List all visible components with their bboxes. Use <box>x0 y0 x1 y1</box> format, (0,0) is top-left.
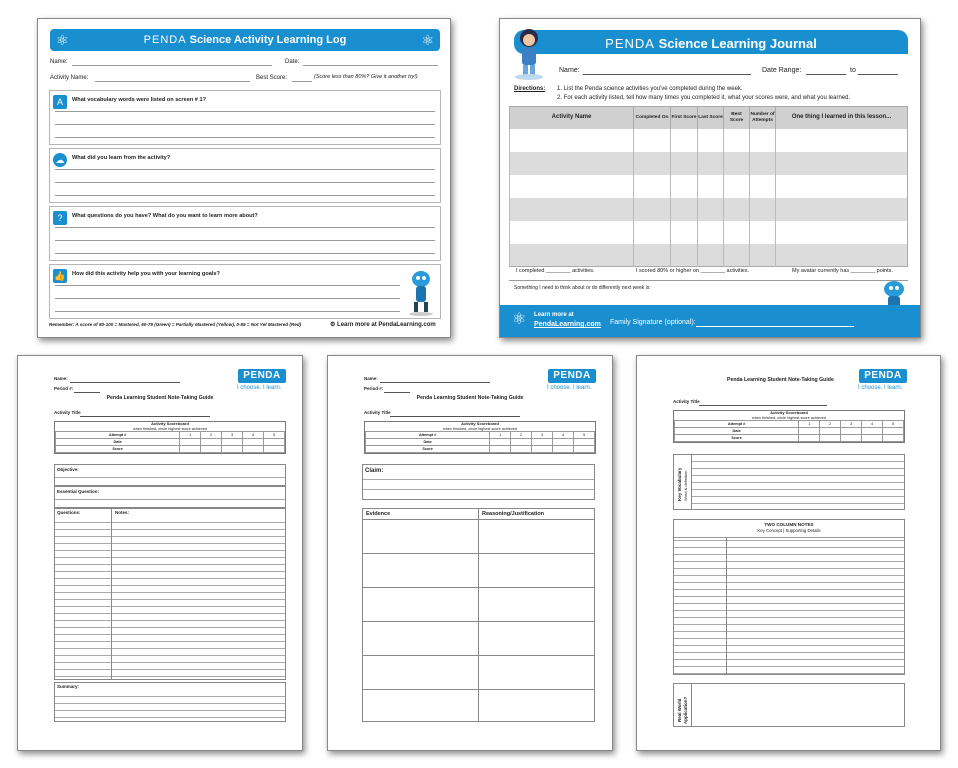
essential-question-box <box>54 486 286 508</box>
attempt-number: 4 <box>553 432 574 439</box>
attempt-label: Attempt # <box>675 421 799 428</box>
col-first-score: First Score <box>671 107 698 129</box>
guide-title: Penda Learning Student Note-Taking Guide <box>106 395 214 401</box>
col-best-score: Best Score <box>724 107 750 129</box>
note-taking-guide-sheet <box>17 355 303 751</box>
key-vocabulary-sublabel: Word & definition <box>683 470 688 501</box>
activity-name-label: Activity Name: <box>50 75 89 81</box>
essential-question-label: Essential Question: <box>57 489 100 494</box>
journal-table <box>509 106 908 267</box>
attempt-number: 3 <box>222 432 243 439</box>
date-range-label: Date Range: <box>762 67 802 74</box>
table-row <box>510 198 908 221</box>
scoreboard-subtitle: when finished, circle highest score achieved <box>751 415 827 420</box>
log-question-section <box>49 264 441 319</box>
two-column-subtitle: Key Concept | Supporting Details <box>757 528 821 533</box>
table-row <box>510 244 908 267</box>
evidence-label: Evidence <box>366 511 391 517</box>
score-label: Score <box>56 446 180 453</box>
score-label: Score <box>675 435 799 442</box>
learn-more-label: Learn more at <box>534 312 574 318</box>
table-row <box>510 221 908 244</box>
questions-notes-box <box>54 508 286 680</box>
attempt-label: Attempt # <box>366 432 490 439</box>
date-label: Date <box>675 428 799 435</box>
activity-learning-log-sheet <box>37 18 451 338</box>
two-column-title: TWO COLUMN NOTES <box>764 522 814 527</box>
activity-title-label: Activity Title <box>54 410 81 415</box>
period-label: Period #: <box>54 386 74 391</box>
scoreboard-title: Activity Scoreboard <box>151 421 189 426</box>
name-label: Name: <box>54 376 68 381</box>
score-label: Score <box>366 446 490 453</box>
vocabulary-icon: A <box>53 95 67 109</box>
tagline: I choose. I learn. <box>858 385 903 391</box>
attempt-number: 1 <box>490 432 511 439</box>
penda-link[interactable]: PendaLearning.com <box>534 321 601 328</box>
scoreboard-subtitle: when finished, circle highest score achieved <box>132 426 208 431</box>
remember-note: Remember: A score of 80-100 = Mastered, 60-79 (Green) = Partially Mastered (Yellow), 0-59 = Not Yet Mastered (Red) <box>49 322 302 327</box>
col-attempts: Number of Attempts <box>750 107 776 129</box>
log-brand: PENDA <box>143 34 187 46</box>
key-vocabulary-box <box>673 454 905 510</box>
scoreboard-title: Activity Scoreboard <box>770 410 808 415</box>
family-signature-label: Family Signature (optional): <box>610 319 696 326</box>
journal-name-label: Name: <box>559 67 580 74</box>
best-score-label: Best Score: <box>256 75 288 81</box>
attempt-number: 1 <box>180 432 201 439</box>
activity-title-label: Activity Title <box>364 410 391 415</box>
col-completed-on: Completed On <box>634 107 671 129</box>
journal-title: Science Learning Journal <box>658 36 817 51</box>
learn-more-link[interactable]: ⚙ Learn more at PendaLearning.com <box>330 322 436 328</box>
attempt-number: 4 <box>862 421 883 428</box>
attempt-label: Attempt # <box>56 432 180 439</box>
girl-avatar-icon <box>513 25 545 81</box>
summary-box <box>54 682 286 722</box>
score-hint: (Score less than 80%? Give it another try!) <box>314 74 418 80</box>
notes-label: Notes: <box>115 510 130 515</box>
key-vocabulary-label: Key Vocabulary <box>677 467 682 501</box>
log-question: What did you learn from the activity? <box>72 155 171 161</box>
atom-icon: ⚛ <box>421 32 434 48</box>
date-label: Date <box>366 439 490 446</box>
attempt-number: 2 <box>820 421 841 428</box>
log-question: What questions do you have? What do you want to learn more about? <box>72 213 258 219</box>
real-world-box <box>673 683 905 727</box>
avatar-points-label: My avatar currently has ________ points. <box>792 268 893 274</box>
log-question: What vocabulary words were listed on screen # 1? <box>72 97 206 103</box>
log-question-section <box>49 148 441 203</box>
log-question-section <box>49 206 441 261</box>
claim-box <box>362 464 595 500</box>
guide-title: Penda Learning Student Note-Taking Guide <box>727 377 834 383</box>
direction-1: 1. List the Penda science activities you've completed during the week. <box>557 86 743 92</box>
attempt-number: 5 <box>574 432 595 439</box>
objective-box <box>54 464 286 486</box>
to-label: to <box>850 67 856 74</box>
science-learning-journal-sheet <box>499 18 921 338</box>
thumbs-up-icon: 👍 <box>54 271 66 281</box>
col-activity-name: Activity Name <box>510 107 634 129</box>
evidence-reasoning-box <box>362 508 595 722</box>
tagline: I choose. I learn. <box>547 385 592 391</box>
penda-logo: PENDA <box>548 369 596 383</box>
objective-label: Objective: <box>57 467 79 472</box>
real-world-label: Real World <box>677 698 682 722</box>
col-one-thing: One thing I learned in this lesson... <box>776 107 908 129</box>
journal-brand: PENDA <box>605 36 655 51</box>
directions-label: Directions: <box>514 86 546 92</box>
date-label: Date <box>56 439 180 446</box>
claim-evidence-guide-sheet <box>327 355 613 751</box>
activity-title-label: Activity Title <box>673 399 700 404</box>
atom-icon: ⚛ <box>56 32 69 48</box>
name-label: Name: <box>50 59 68 65</box>
attempt-number: 2 <box>201 432 222 439</box>
two-column-notes-box <box>673 519 905 675</box>
log-title: Science Activity Learning Log <box>189 34 347 46</box>
scoreboard-subtitle: when finished, circle highest score achieved <box>442 426 518 431</box>
scoreboard-title: Activity Scoreboard <box>461 421 499 426</box>
period-label: Period #: <box>364 386 384 391</box>
brain-icon: ☁ <box>53 153 67 167</box>
attempt-number: 5 <box>883 421 904 428</box>
next-week-label: Something I need to think about or do differently next week is: <box>514 285 651 291</box>
name-label: Name: <box>364 376 378 381</box>
activity-scoreboard <box>54 421 286 454</box>
table-row <box>510 152 908 175</box>
activity-scoreboard <box>364 421 596 454</box>
scored-count-label: I scored 80% or higher on ________ activities. <box>636 268 750 274</box>
atom-icon: ⚛ <box>512 311 527 328</box>
attempt-number: 5 <box>264 432 285 439</box>
summary-label: Summary: <box>57 684 80 689</box>
col-last-score: Last Score <box>698 107 724 129</box>
attempt-number: 4 <box>243 432 264 439</box>
guide-title: Penda Learning Student Note-Taking Guide <box>416 395 524 401</box>
penda-logo: PENDA <box>859 369 907 383</box>
attempt-number: 2 <box>511 432 532 439</box>
log-question-section <box>49 90 441 145</box>
questions-label: Questions: <box>57 510 81 515</box>
log-question: How did this activity help you with your learning goals? <box>72 271 220 277</box>
completed-count-label: I completed ________ activities. <box>516 268 595 274</box>
two-column-guide-sheet <box>636 355 941 751</box>
attempt-number: 3 <box>841 421 862 428</box>
log-banner <box>50 29 440 51</box>
real-world-sublabel: Application? <box>683 696 688 724</box>
claim-label: Claim: <box>365 468 384 474</box>
tagline: I choose. I learn. <box>237 385 282 391</box>
attempt-number: 3 <box>532 432 553 439</box>
robot-avatar-icon <box>408 267 434 317</box>
table-row <box>510 129 908 152</box>
penda-logo: PENDA <box>238 369 286 383</box>
direction-2: 2. For each activity listed, tell how many times you completed it, what your scores were, and what you learned. <box>557 95 851 101</box>
date-label: Date: <box>285 59 300 65</box>
attempt-number: 1 <box>799 421 820 428</box>
reasoning-label: Reasoning/Justification <box>482 511 545 517</box>
activity-scoreboard <box>673 410 905 443</box>
table-row <box>510 175 908 198</box>
journal-footer <box>500 305 920 337</box>
question-mark-icon: ? <box>53 211 67 225</box>
journal-banner <box>514 30 908 54</box>
